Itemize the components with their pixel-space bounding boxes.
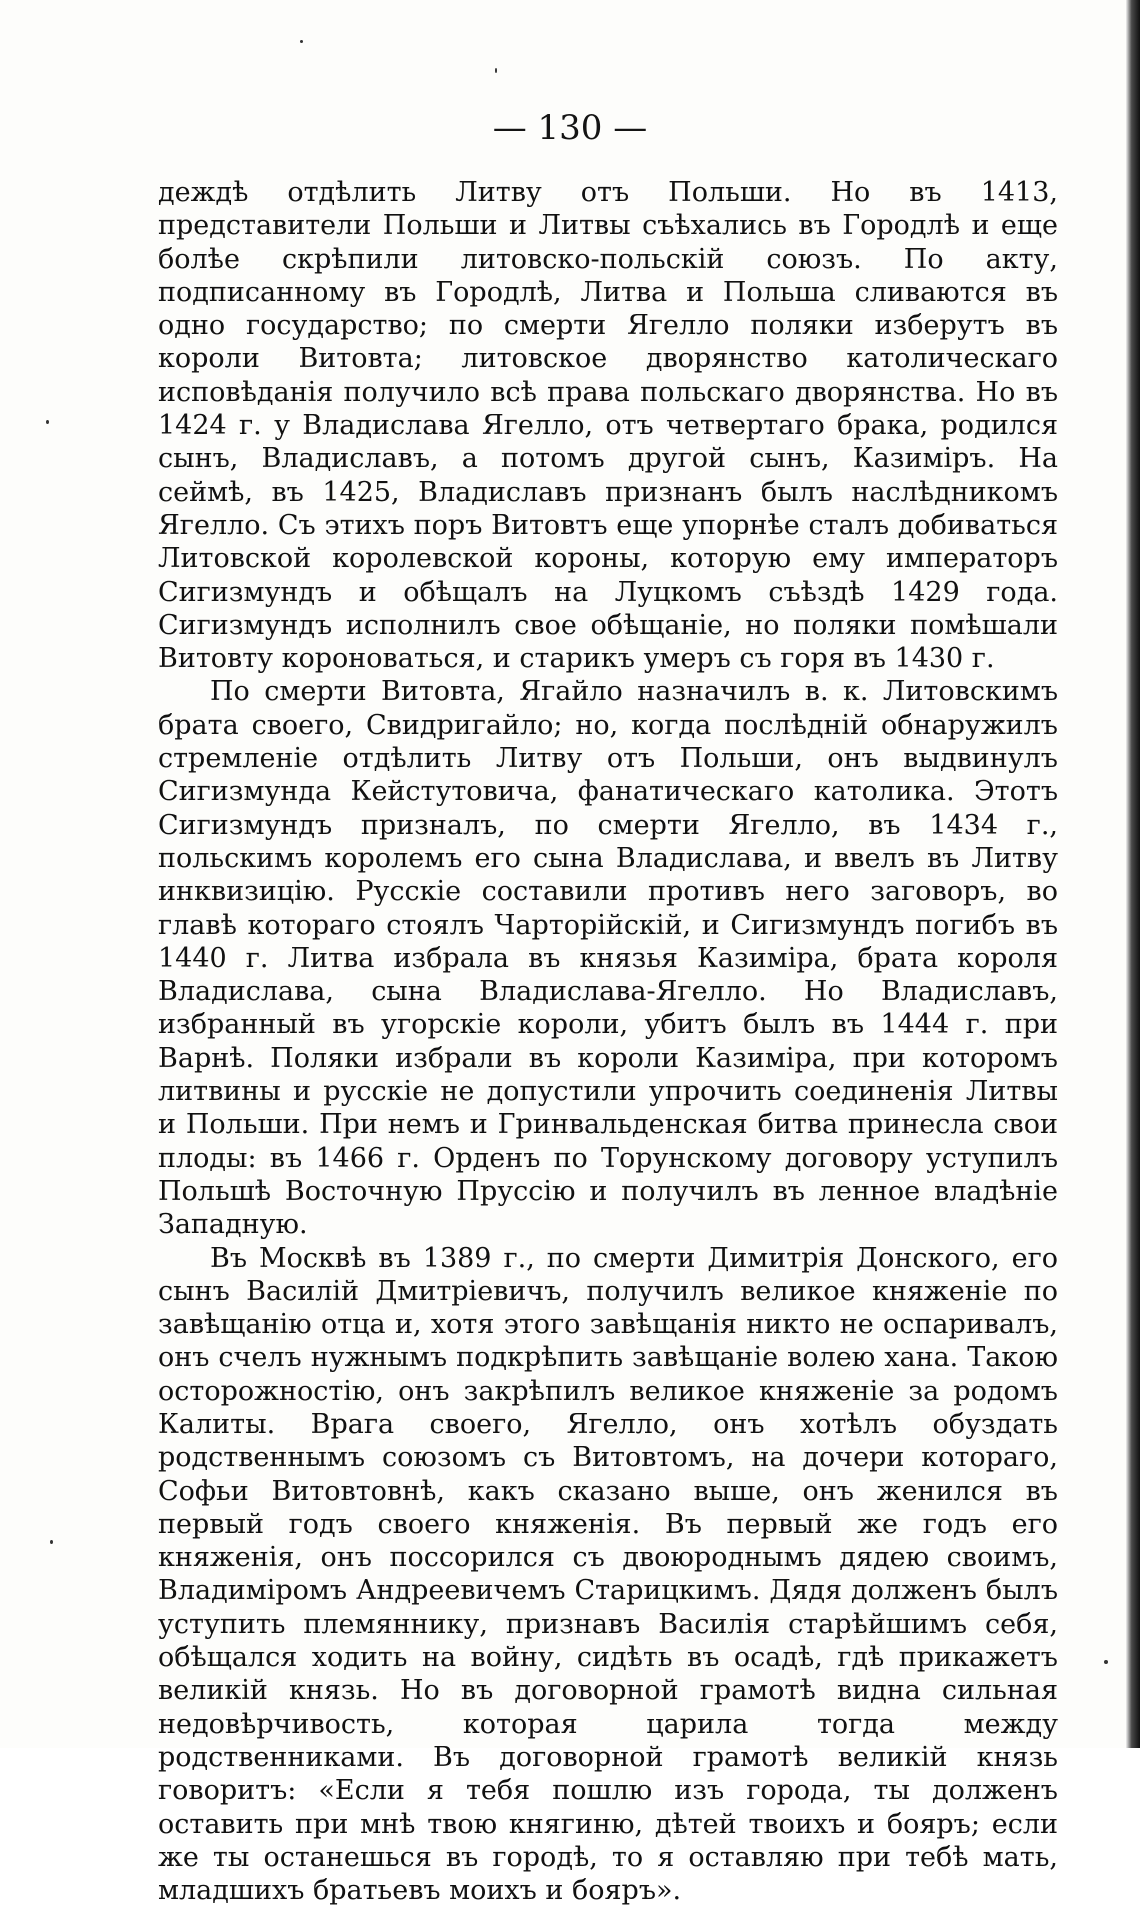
paragraph: деждѣ отдѣлить Литву отъ Польши. Но въ 1413, представители Польши и Литвы съѣхались въ Городлѣ и еще болѣе скрѣпили литовско-польскій союзъ. По акту, подписанному въ Городлѣ, Литва и Польша сливаются въ одно государство; по смерти Ягелло поляки изберутъ въ короли Витовта; литовское дворянство католическаго исповѣданія получило всѣ права польскаго дворянства. Но въ 1424 г. у Владислава Ягелло, отъ четвертаго брака, родился сынъ, Владиславъ, а потомъ другой сынъ, Казиміръ. На сеймѣ, въ 1425, Владиславъ признанъ былъ наслѣдникомъ Ягелло. Съ этихъ поръ Витовтъ еще упорнѣе сталъ добиваться Литовской королевской короны, которую ему императоръ Сигизмундъ и обѣщалъ на Луцкомъ съѣздѣ 1429 года. Сигизмундъ исполнилъ свое обѣщаніе, но поляки помѣшали Витовту короноваться, и старикъ умеръ съ горя въ 1430 г.	[158, 176, 1058, 675]
ink-speck	[46, 420, 49, 424]
ink-speck	[300, 40, 303, 43]
page-edge-shadow	[1126, 0, 1140, 1748]
ink-speck	[495, 68, 497, 73]
page-number: — 130 —	[0, 108, 1140, 148]
paragraph: По смерти Витовта, Ягайло назначилъ в. к. Литовскимъ брата своего, Свидригайло; но, когда послѣдній обнаружилъ стремленіе отдѣлить Литву отъ Польши, онъ выдвинулъ Сигизмунда Кейстутовича, фанатическаго католика. Этотъ Сигизмундъ призналъ, по смерти Ягелло, въ 1434 г., польскимъ королемъ его сына Владислава, и ввелъ въ Литву инквизицію. Русскіе составили противъ него заговоръ, во главѣ котораго стоялъ Чарторійскій, и Сигизмундъ погибъ въ 1440 г. Литва избрала въ князья Казиміра, брата короля Владислава, сына Владислава-Ягелло. Но Владиславъ, избранный въ угорскіе короли, убитъ былъ въ 1444 г. при Варнѣ. Поляки избрали въ короли Казиміра, при которомъ литвины и русскіе не допустили упрочить соединенія Литвы и Польши. При немъ и Гринвальденская битва принесла свои плоды: въ 1466 г. Орденъ по Торунскому договору уступилъ Польшѣ Восточную Пруссію и получилъ въ ленное владѣніе Западную.	[158, 675, 1058, 1241]
paragraph: Въ Москвѣ въ 1389 г., по смерти Димитрія Донского, его сынъ Василій Дмитріевичъ, получилъ великое княженіе по завѣщанію отца и, хотя этого завѣщанія никто не оспаривалъ, онъ счелъ нужнымъ подкрѣпить завѣщаніе волею хана. Такою осторожностію, онъ закрѣпилъ великое княженіе за родомъ Калиты. Врага своего, Ягелло, онъ хотѣлъ обуздать родственнымъ союзомъ съ Витовтомъ, на дочери котораго, Софьи Витовтовнѣ, какъ сказано выше, онъ женился въ первый годъ своего княженія. Въ первый же годъ его княженія, онъ поссорился съ двоюроднымъ дядею своимъ, Владиміромъ Андреевичемъ Старицкимъ. Дядя долженъ былъ уступить племяннику, признавъ Василія старѣйшимъ себя, обѣщался ходить на войну, сидѣть въ осадѣ, гдѣ прикажетъ великій князь. Но въ договорной грамотѣ видна сильная недовѣрчивость, которая царила тогда между родственниками. Въ договорной грамотѣ великій князь говоритъ: «Если я тебя пошлю изъ города, ты долженъ оставить при мнѣ твою княгиню, дѣтей твоихъ и бояръ; если же ты останешься въ городѣ, то я оставляю при тебѣ мать, младшихъ братьевъ моихъ и бояръ».	[158, 1242, 1058, 1907]
ink-speck	[1104, 1660, 1108, 1664]
ink-speck	[50, 1540, 53, 1544]
body-text	[158, 176, 1058, 1907]
